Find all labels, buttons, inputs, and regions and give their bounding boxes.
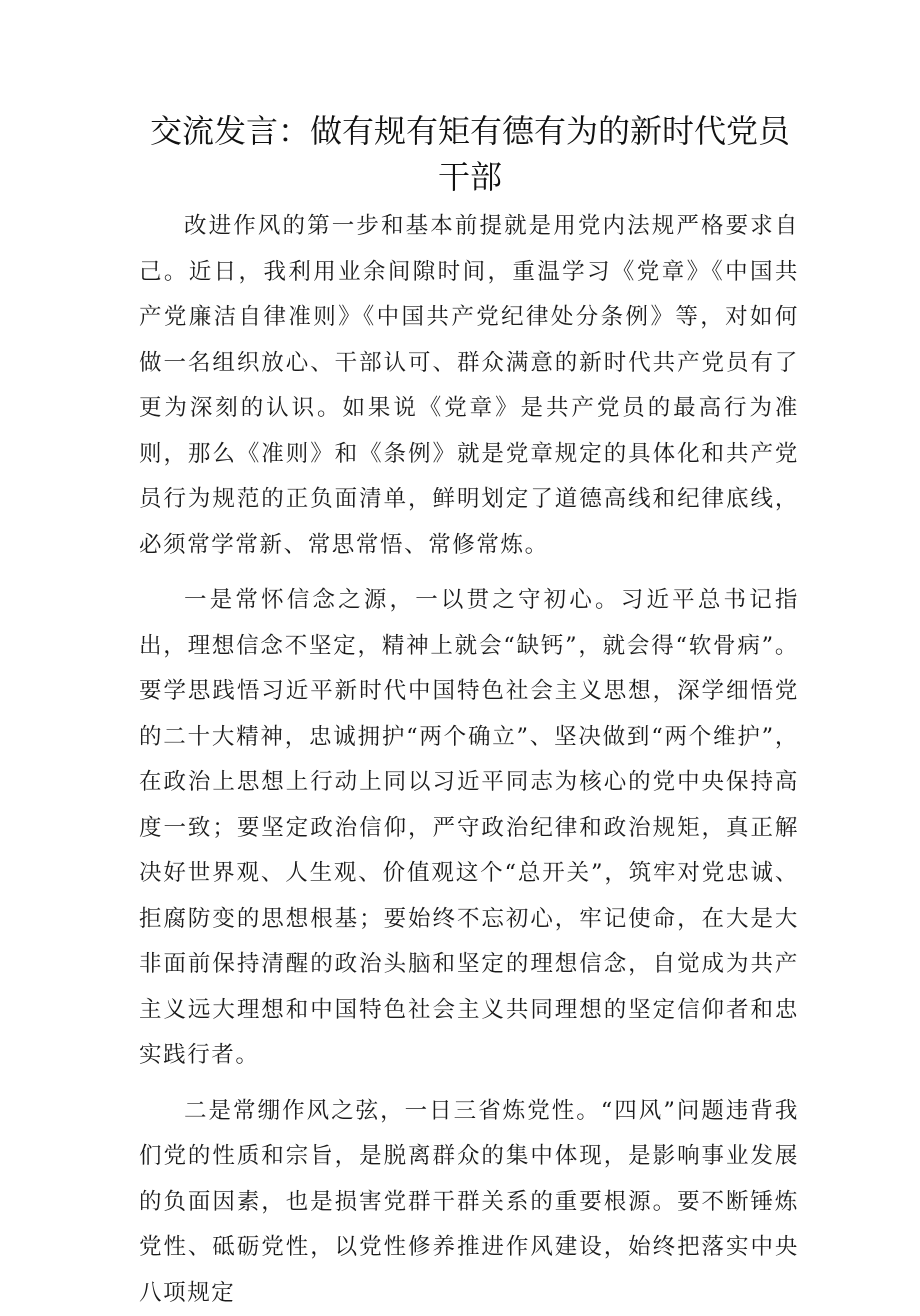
paragraph-intro: 改进作风的第一步和基本前提就是用党内法规严格要求自己。近日，我利用业余间隙时间，重温学习《党章》《中国共产党廉洁自律准则》《中国共产党纪律处分条例》等，对如何做一名组织放心、干部认可、群众满意的新时代共产党员有了更为深刻的认识。如果说《党章》是共产党员的最高行为准则，那么《准则》和《条例》就是党章规定的具体化和共产党员行为规范的正负面清单，鲜明划定了道德高线和纪律底线，必须常学常新、常思常悟、常修常炼。 [139, 204, 799, 568]
paragraph-point-one: 一是常怀信念之源，一以贯之守初心。习近平总书记指出，理想信念不坚定，精神上就会“缺钙”，就会得“软骨病”。要学思践悟习近平新时代中国特色社会主义思想，深学细悟党的二十大精神，忠诚拥护“两个确立”、坚决做到“两个维护”，在政治上思想上行动上同以习近平同志为核心的党中央保持高度一致；要坚定政治信仰，严守政治纪律和政治规矩，真正解决好世界观、人生观、价值观这个“总开关”，筑牢对党忠诚、拒腐防变的思想根基；要始终不忘初心，牢记使命，在大是大非面前保持清醒的政治头脑和坚定的理想信念，自觉成为共产主义远大理想和中国特色社会主义共同理想的坚定信仰者和忠实践行者。 [139, 578, 799, 1079]
document-body [139, 204, 799, 1316]
paragraph-point-two: 二是常绷作风之弦，一日三省炼党性。“四风”问题违背我们党的性质和宗旨，是脱离群众的集中体现，是影响事业发展的负面因素，也是损害党群干群关系的重要根源。要不断锤炼党性、砥砺党性，以党性修养推进作风建设，始终把落实中央八项规定 [139, 1089, 799, 1316]
document-title: 交流发言：做有规有矩有德有为的新时代党员干部 [150, 108, 790, 200]
